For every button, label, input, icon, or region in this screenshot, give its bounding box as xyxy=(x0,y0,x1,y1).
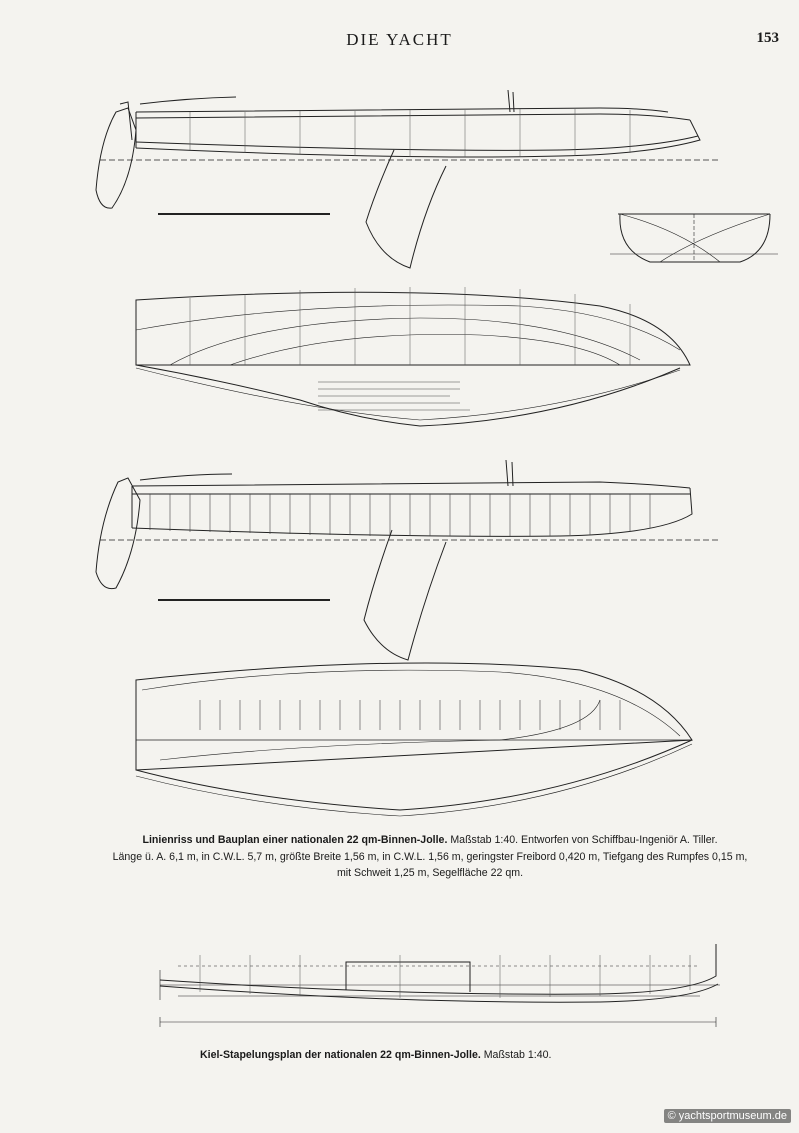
keel-stacking-plan xyxy=(160,944,720,1027)
lines-plan-profile xyxy=(96,90,778,268)
keel-caption xyxy=(200,1049,700,1061)
main-caption-title: Linienriss und Bauplan einer nationalen 22 qm-Binnen-Jolle. xyxy=(142,834,448,846)
main-caption-scale: Maßstab 1:40. Entworfen von Schiffbau-Ingeniör A. Tiller. xyxy=(450,834,718,846)
construction-profile xyxy=(96,460,720,660)
construction-plan-view xyxy=(136,663,692,816)
watermark: © yachtsportmuseum.de xyxy=(664,1109,791,1123)
main-caption xyxy=(60,832,799,882)
main-caption-dimensions: Länge ü. A. 6,1 m, in C.W.L. 5,7 m, größte Breite 1,56 m, in C.W.L. 1,56 m, geringster Freibord 0,420 m, Tiefgang des Rumpfes 0,15 m, xyxy=(112,850,748,863)
page-title: DIE YACHT xyxy=(346,30,453,49)
lines-plan-half-breadth xyxy=(136,287,690,426)
page-number: 153 xyxy=(756,30,779,46)
keel-caption-title: Kiel-Stapelungsplan der nationalen 22 qm-Binnen-Jolle. xyxy=(200,1049,481,1061)
keel-caption-scale: Maßstab 1:40. xyxy=(483,1049,552,1061)
main-caption-dimensions-cont: mit Schweit 1,25 m, Segelfläche 22 qm. xyxy=(336,867,524,879)
